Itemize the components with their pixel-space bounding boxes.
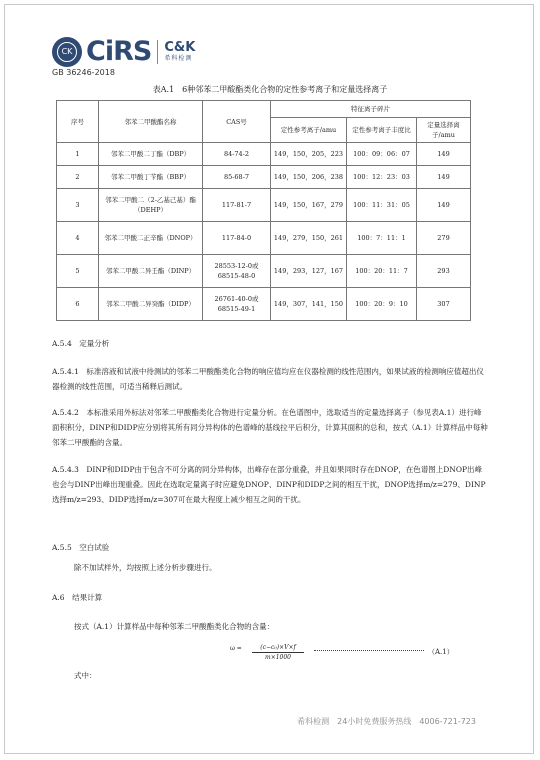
cell-no: 1 — [57, 143, 99, 166]
brand-divider — [157, 40, 158, 64]
cell-name: 邻苯二甲酸二正辛酯（DNOP） — [99, 222, 203, 255]
cell-no: 4 — [57, 222, 99, 255]
cell-cas: 117-84-0 — [203, 222, 271, 255]
col-header-qual-ions: 定性参考离子/amu — [271, 118, 347, 143]
formula-lhs: ω = — [230, 645, 242, 652]
formula-numerator: (c−c₀)×V×f — [252, 644, 304, 653]
col-header-quant-ion: 定量选择离子/amu — [417, 118, 471, 143]
cell-ions: 149，150，167，279 — [271, 189, 347, 222]
cell-ratio: 100：20：9：10 — [347, 288, 417, 321]
cell-name: 邻苯二甲酸二（2-乙基己基）酯（DEHP） — [99, 189, 203, 222]
cell-quant: 279 — [417, 222, 471, 255]
table-row — [57, 222, 471, 255]
cell-quant: 293 — [417, 255, 471, 288]
brand2-subtitle: 希科检测 — [164, 54, 193, 62]
standard-number: GB 36246-2018 — [52, 68, 115, 77]
paragraph-a541: A.5.4.1 标准溶液和试液中待测试的邻苯二甲酸酯类化合物的响应值均应在仪器检测的线性范围内，如果试液的检测响应值超出仪器检测的线性范围，可适当稀释后测试。 — [52, 367, 484, 391]
brand2-name: C&K — [164, 39, 196, 55]
formula-denominator: m×1000 — [265, 654, 291, 661]
paragraph-a55: 除不加试样外，均按照上述分析步骤进行。 — [74, 563, 217, 572]
cell-quant: 307 — [417, 288, 471, 321]
section-heading-a6: A.6 结果计算 — [52, 593, 103, 602]
paragraph-a543: A.5.4.3 DINP和DIDP由于包含不可分离的同分异构体，出峰存在部分重叠，并且如果同时存在DNOP，在色谱图上DNOP出峰也会与DINP出峰出现重叠。因此在选取定量离子时应避免DNOP、DINP和DIDP之间的相互干扰，DNOP选择m/z=279、DINP选择m/z=293、DIDP选择m/z=307可在最大程度上减少相互之间的干扰。 — [52, 465, 486, 504]
cell-ions: 149，150，206，238 — [271, 166, 347, 189]
cell-no: 5 — [57, 255, 99, 288]
cell-name: 邻苯二甲酸二异壬酯（DINP） — [99, 255, 203, 288]
ion-table — [56, 100, 471, 321]
col-header-index: 序号 — [57, 101, 99, 143]
footer-text: 希科检测 24小时免费服务热线 4006-721-723 — [297, 717, 476, 726]
cell-ratio: 100：20：11：7 — [347, 255, 417, 288]
cell-name: 邻苯二甲酸二异癸酯（DIDP） — [99, 288, 203, 321]
formula-fraction — [252, 644, 304, 661]
cell-cas: 117-81-7 — [203, 189, 271, 222]
cell-quant: 149 — [417, 166, 471, 189]
section-heading-a55: A.5.5 空白试验 — [52, 543, 110, 552]
brand-secondary — [164, 41, 195, 63]
cell-name: 邻苯二甲酸丁苄酯（BBP） — [99, 166, 203, 189]
cell-ratio: 100：09：06：07 — [347, 143, 417, 166]
col-header-qual-ratio: 定性参考离子丰度比 — [347, 118, 417, 143]
cell-name: 邻苯二甲酸二丁酯（DBP） — [99, 143, 203, 166]
cell-cas: 26761-40-0或68515-49-1 — [203, 288, 271, 321]
cell-ratio: 100：7：11：1 — [347, 222, 417, 255]
where-label: 式中： — [74, 671, 97, 680]
table-row — [57, 288, 471, 321]
formula-leader-dots — [314, 650, 424, 651]
table-title: 表A.1 6种邻苯二甲酸酯类化合物的定性参考离子和定量选择离子 — [152, 85, 388, 94]
seal-text: CK — [57, 42, 77, 62]
cell-ratio: 100：11：31：05 — [347, 189, 417, 222]
cell-cas: 84-74-2 — [203, 143, 271, 166]
cell-cas: 85-68-7 — [203, 166, 271, 189]
cell-ions: 149，150，205，223 — [271, 143, 347, 166]
cell-cas: 28553-12-0或68515-48-0 — [203, 255, 271, 288]
cell-no: 6 — [57, 288, 99, 321]
col-header-fragments: 特征离子碎片 — [271, 101, 471, 118]
seal-icon — [52, 37, 82, 67]
table-row — [57, 143, 471, 166]
table-row — [57, 255, 471, 288]
col-header-cas: CAS号 — [203, 101, 271, 143]
cell-quant: 149 — [417, 143, 471, 166]
cell-ions: 149，279，150，261 — [271, 222, 347, 255]
cell-ratio: 100：12：23：03 — [347, 166, 417, 189]
company-logo — [52, 36, 195, 67]
table-header-row — [57, 101, 471, 118]
cell-ions: 149，293，127，167 — [271, 255, 347, 288]
section-heading-a54: A.5.4 定量分析 — [52, 339, 110, 348]
cell-ions: 149，307，141，150 — [271, 288, 347, 321]
cell-quant: 149 — [417, 189, 471, 222]
paragraph-a542: A.5.4.2 本标准采用外标法对邻苯二甲酸酯类化合物进行定量分析。在色谱图中，选取适当的定量选择离子（参见表A.1）进行峰面积积分，DINP和DIDP应分别将其所有同分异构体的色谱峰的基线拉平后积分，计算其面积的总和，按式（A.1）计算样品中每种邻苯二甲酸酯的含量。 — [52, 408, 488, 447]
col-header-name: 邻苯二甲酸酯名称 — [99, 101, 203, 143]
cell-no: 3 — [57, 189, 99, 222]
brand-name: CiRS — [86, 36, 152, 67]
table-row — [57, 166, 471, 189]
paragraph-a6: 按式（A.1）计算样品中每种邻苯二甲酸酯类化合物的含量： — [74, 622, 275, 631]
formula-number: （A.1） — [428, 648, 454, 656]
cell-no: 2 — [57, 166, 99, 189]
table-row — [57, 189, 471, 222]
